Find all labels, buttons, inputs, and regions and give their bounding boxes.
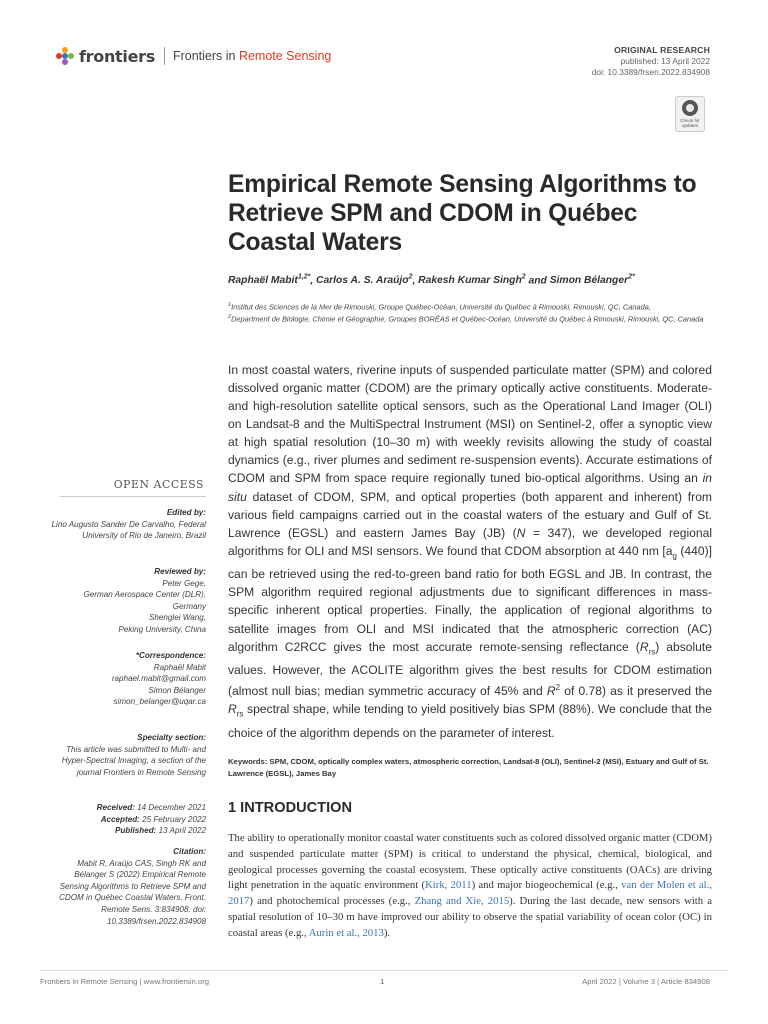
affiliation-1: $^1$Institut des Sciences de la Mer de Rimouski, Groupe Québec-Océan, Université du Québec à Rimouski, Rimouski, QC, Canada, bbox=[228, 302, 651, 312]
sidebar-divider bbox=[60, 496, 206, 497]
affiliations bbox=[228, 300, 720, 325]
email-link[interactable]: raphael.mabit@gmail.com bbox=[111, 674, 206, 684]
article-title: Empirical Remote Sensing Algorithms to Retrieve SPM and CDOM in Québec Coastal Waters bbox=[228, 171, 697, 256]
journal-logo[interactable] bbox=[56, 44, 331, 68]
affiliation-2: $^2$Department de Biologie, Chimie et Géographie, Groupes BORÉAS et Québec-Océan, Université du Québec à Rimouski, Rimouski, QC, Canada bbox=[228, 314, 704, 324]
footer-divider bbox=[40, 970, 728, 971]
citation-link[interactable]: Zhang and Xie, 2015 bbox=[414, 895, 510, 908]
citation-section: Citation: Mabit R, Araújo CAS, Singh RK and Bélanger S (2022) Empirical Remote Sensing Algorithms to Retrieve SPM and CDOM in Québec Coastal Waters. Front. Remote Sens. 3:834908. doi: 10.3389/frsen.2022.834908 bbox=[59, 847, 206, 926]
author[interactable]: Raphaël Mabit$^{1,2*}$ bbox=[228, 274, 311, 287]
citation-link[interactable]: Kirk, 2011 bbox=[425, 879, 472, 892]
footer-journal-link[interactable]: Frontiers in Remote Sensing | www.frontiersin.org bbox=[40, 977, 210, 986]
brand-name: frontiers bbox=[79, 46, 155, 66]
edited-by-section: Edited by: Lino Augusto Sander De Carvalho, Federal University of Rio de Janeiro, Brazil bbox=[51, 508, 206, 541]
frontiers-logo-icon bbox=[56, 47, 74, 65]
reviewed-by-section: Reviewed by: Peter Gege, German Aerospace Center (DLR), Germany Shenglei Wang, Peking University, China bbox=[83, 567, 206, 634]
correspondence-section: *Correspondence: Raphaël Mabit raphael.mabit@gmail.com Simon Bélanger simon_belanger@uqar.ca bbox=[48, 650, 206, 708]
email-link[interactable]: simon_belanger@uqar.ca bbox=[113, 697, 206, 707]
journal-name: Frontiers in Remote Sensing bbox=[172, 49, 332, 63]
check-for-updates-button[interactable] bbox=[675, 96, 705, 132]
doi-link[interactable]: doi: 10.3389/frsen.2022.834908 bbox=[591, 66, 710, 77]
author[interactable]: Rakesh Kumar Singh$^2$ bbox=[418, 274, 526, 287]
citation-link[interactable]: van der Molen et al., 2017 bbox=[228, 879, 712, 908]
check-updates-label: Check for updates bbox=[680, 118, 700, 128]
published-date: published: 13 April 2022 bbox=[620, 55, 710, 66]
article-type: ORIGINAL RESEARCH bbox=[614, 45, 710, 55]
open-access-label: OPEN ACCESS bbox=[113, 478, 204, 491]
citation-link[interactable]: Aurin et al., 2013 bbox=[308, 926, 384, 939]
section-heading-introduction: 1 INTRODUCTION bbox=[228, 800, 353, 816]
author-list: Raphaël Mabit$^{1,2*}$, Carlos A. S. Araújo$^2$, Rakesh Kumar Singh$^2$ and Simon Bélanger$^{2*}$ bbox=[228, 274, 635, 287]
page-number: 1 bbox=[380, 977, 385, 986]
abstract: In most coastal waters, riverine inputs of suspended particulate matter (SPM) and colored dissolved organic matter (CDOM) are the primary optically active constituents. Moderate- and high-resolution satellite optical sensors, such as the Operational Land Imager (OLI) on Landsat-8 and the MultiSpectral Instrument (MSI) on Sentinel-2, offer a synoptic view at high spatial resolution (10–30 m) with weekly revisits allowing the study of coastal dynamics (e.g., river plumes and sediment re-suspension events). Accurate estimations of CDOM and SPM from space require regionally tuned bio-optical algorithms. Using an in situ dataset of CDOM, SPM, and optical properties (both apparent and inherent) from various field campaigns carried out in the coastal waters of the estuary and Gulf of St. Lawrence (EGSL) and eastern James Bay (JB) (N = 347), we developed regional algorithms for OLI and MSI sensors. We found that CDOM absorption at 440 nm [$a_g$ (440)] can be retrieved using the red-to-green band ratio for both EGSL and JB. In contrast, the SPM algorithm required regional adjustments due to significant differences in mass-specific inherent optical properties. Finally, the application of regional algorithms to satellite images from OLI and MSI indicated that the atmospheric correction (AC) algorithm C2RCC gives the most accurate remote-sensing reflectance $(R_{rs})$ absolute values. However, the ACOLITE algorithm gives the best results for CDOM estimation (almost null bias; median symmetric accuracy of 45% and $R^2$ of 0.78) as it preserved the $R_{rs}$ spectral shape, while tending to yield positively bias SPM (88%). We conclude that the choice of the algorithm depends on the parameter of interest. bbox=[228, 363, 713, 740]
introduction-paragraph: The ability to operationally monitor coastal water constituents such as colored dissolved organic matter (CDOM) and suspended particulate matter (SPM) is critical to understand the physical, chemical, biological, and geological processes governing the coastal ecosystem. These optically active constituents (OACs) are driving light penetration in the aquatic environment (Kirk, 2011) and major biogeochemical (e.g., van der Molen et al., 2017) and photochemical processes (e.g., Zhang and Xie, 2015). During the last decade, new sensors with a spatial resolution of 10–30 m have improved our ability to observe the spatial variability of ocean color (OC) in coastal areas (e.g., Aurin et al., 2013). bbox=[228, 832, 712, 939]
article-meta bbox=[592, 45, 710, 77]
keywords: Keywords: SPM, CDOM, optically complex waters, atmospheric correction, Landsat-8 (OLI), Sentinel-2 (MSI), Estuary and Gulf of St. Lawrence (EGSL), James Bay bbox=[228, 757, 709, 778]
logo-divider bbox=[164, 47, 165, 65]
specialty-section: Specialty section: This article was submitted to Multi- and Hyper-Spectral Imaging, a section of the journal Frontiers in Remote Sensing bbox=[61, 733, 206, 777]
author[interactable]: Carlos A. S. Araújo$^2$ bbox=[316, 274, 413, 287]
dates-section: Received: 14 December 2021 Accepted: 25 February 2022 Published: 13 April 2022 bbox=[96, 803, 206, 836]
footer-article-info: April 2022 | Volume 3 | Article 834908 bbox=[582, 977, 710, 986]
check-updates-icon bbox=[682, 100, 698, 116]
author[interactable]: Simon Bélanger$^{2*}$ bbox=[549, 274, 635, 287]
